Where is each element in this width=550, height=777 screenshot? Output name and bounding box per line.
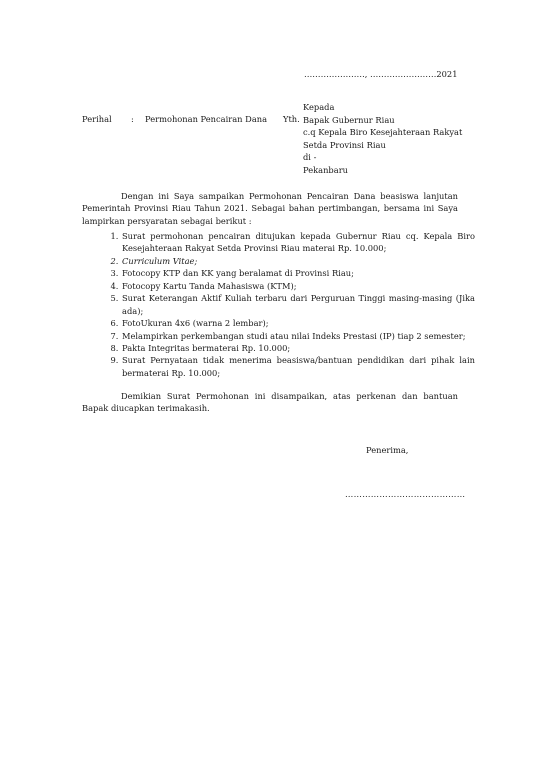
list-item: 5. Surat Keterangan Aktif Kuliah terbaru dari Perguruan Tinggi masing-masing (Jika ada); xyxy=(121,292,475,317)
date-line: …………………., ……………………2021 xyxy=(304,69,458,79)
list-item: 4. Fotocopy Kartu Tanda Mahasiswa (KTM); xyxy=(121,280,475,292)
perihal-value: Permohonan Pencairan Dana xyxy=(145,114,268,124)
requirements-list xyxy=(104,230,475,379)
recipient-line: c.q Kepala Biro Kesejahteraan Rakyat xyxy=(303,127,463,137)
intro-paragraph: Dengan ini Saya sampaikan Permohonan Pencairan Dana beasiswa lanjutan Pemerintah Provinsi Riau Tahun 2021. Sebagai bahan pertimbangan, bersama ini Saya lampirkan persyaratan sebagai berikut : xyxy=(82,191,458,226)
list-item: 8. Pakta Integritas bermaterai Rp. 10.000; xyxy=(121,342,475,354)
list-item: 3. Fotocopy KTP dan KK yang beralamat di Provinsi Riau; xyxy=(121,267,475,279)
recipient-line: Kepada xyxy=(303,102,335,112)
recipient-address xyxy=(303,101,462,176)
list-item: 9. Surat Pernyataan tidak menerima beasiswa/bantuan pendidikan dari pihak lain bermaterai Rp. 10.000; xyxy=(121,354,475,379)
closing-paragraph: Demikian Surat Permohonan ini disampaikan, atas perkenan dan bantuan Bapak diucapkan terimakasih. xyxy=(82,391,458,414)
recipient-line: Setda Provinsi Riau xyxy=(303,139,386,150)
list-item: 7. Melampirkan perkembangan studi atau nilai Indeks Prestasi (IP) tiap 2 semester; xyxy=(121,330,475,342)
perihal-label: Perihal xyxy=(82,114,112,124)
list-item: 6. FotoUkuran 4x6 (warna 2 lembar); xyxy=(121,317,475,329)
signature-line: …………………………………… xyxy=(345,489,466,499)
signature-label: Penerima, xyxy=(366,445,409,455)
recipient-line: Pekanbaru xyxy=(303,164,349,175)
recipient-line: Bapak Gubernur Riau xyxy=(303,114,395,125)
list-item: 2. Curriculum Vitae; xyxy=(121,255,475,267)
list-item: 1. Surat permohonan pencairan ditujukan kepada Gubernur Riau cq. Kepala Biro Kesejahteraan Rakyat Setda Provinsi Riau materai Rp. 10.000; xyxy=(121,230,475,255)
recipient-line: di - xyxy=(303,152,317,162)
yth-label: Yth. xyxy=(283,114,300,124)
perihal-colon: : xyxy=(131,114,134,124)
